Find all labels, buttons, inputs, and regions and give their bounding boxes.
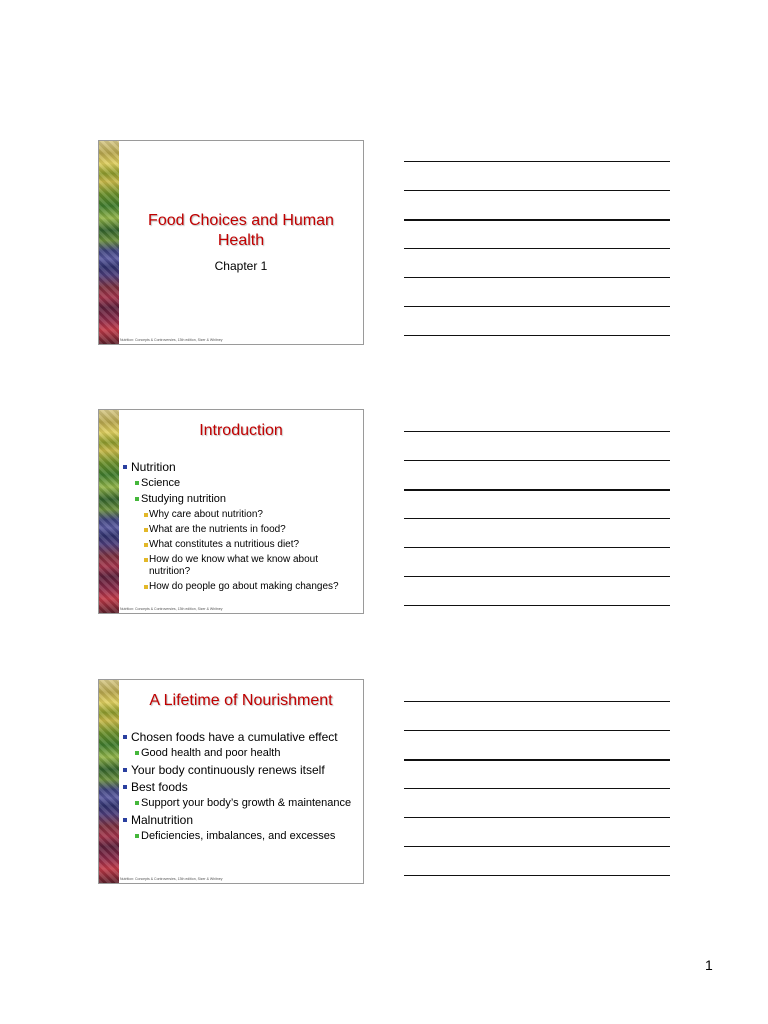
note-line [404,547,670,548]
note-line [404,335,670,336]
slide-1 [98,140,364,345]
slide-footer: Nutrition: Concepts & Controversies, 13th edition, Sizer & Whitney [120,877,223,881]
page-number: 1 [705,957,713,973]
produce-image-strip [99,141,119,344]
slide-footer: Nutrition: Concepts & Controversies, 13th edition, Sizer & Whitney [120,338,223,342]
produce-image-strip [99,410,119,613]
bullet-list [121,730,357,846]
notes-lines-1 [404,161,670,364]
bullet-item: How do people go about making changes? [143,581,357,593]
note-line [404,460,670,461]
note-line [404,219,670,221]
slide-title: Food Choices and Human Health [148,212,334,249]
note-line [404,576,670,577]
slide-title: Introduction [199,422,283,439]
notes-lines-3 [404,701,670,904]
note-line [404,306,670,307]
slide-2 [98,409,364,614]
bullet-item: Good health and poor health [133,747,357,759]
slide-title: A Lifetime of Nourishment [149,692,333,709]
slide-subtitle: Chapter 1 [214,259,268,273]
bullet-item: How do we know what we know about nutrition? [143,554,357,578]
note-line [404,701,670,702]
bullet-item: Malnutrition [121,813,357,827]
note-line [404,518,670,519]
produce-image-strip [99,680,119,883]
bullet-item: Your body continuously renews itself [121,763,357,777]
note-line [404,730,670,731]
bullet-item: Deficiencies, imbalances, and excesses [133,830,357,842]
slide-3 [98,679,364,884]
notes-lines-2 [404,431,670,634]
note-line [404,788,670,789]
bullet-item: Why care about nutrition? [143,509,357,521]
note-line [404,431,670,432]
note-line [404,161,670,162]
bullet-list [121,460,357,596]
bullet-item: Studying nutrition [133,493,357,505]
note-line [404,875,670,876]
bullet-item: Nutrition [121,460,357,474]
note-line [404,248,670,249]
bullet-item: What constitutes a nutritious diet? [143,539,357,551]
note-line [404,759,670,761]
note-line [404,190,670,191]
note-line [404,846,670,847]
bullet-item: Science [133,477,357,489]
bullet-item: Best foods [121,780,357,794]
note-line [404,605,670,606]
bullet-item: What are the nutrients in food? [143,524,357,536]
note-line [404,817,670,818]
note-line [404,489,670,491]
bullet-item: Chosen foods have a cumulative effect [121,730,357,744]
bullet-item: Support your body’s growth & maintenance [133,797,357,809]
note-line [404,277,670,278]
slide-footer: Nutrition: Concepts & Controversies, 13th edition, Sizer & Whitney [120,607,223,611]
